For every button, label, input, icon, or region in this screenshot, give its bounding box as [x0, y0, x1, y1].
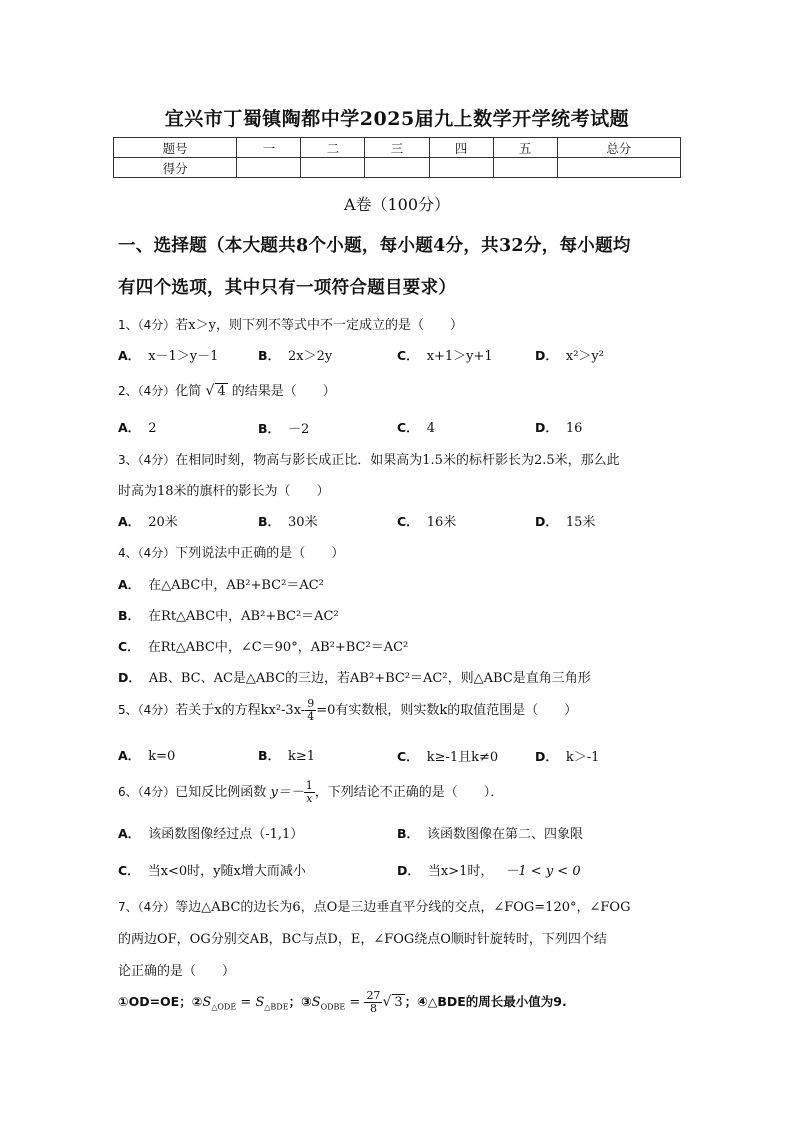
- option-b: B． －2: [258, 421, 310, 437]
- section-heading-line1: 一、选择题（本大题共8个小题，每小题4分，共32分，每小题均: [118, 236, 631, 256]
- score-header-cell: 三: [365, 138, 429, 158]
- question-number: 1、（4分）: [118, 318, 176, 332]
- option-c: C． x+1＞y+1: [397, 348, 493, 364]
- question-stem-post: 的结果是（ ）: [231, 384, 336, 399]
- paper-a-heading: A卷（100分）: [343, 195, 451, 214]
- option-c: C． k≥-1且k≠0: [397, 749, 499, 765]
- option-d: D． AB、BC、AC是△ABC的三边，若AB²+BC²＝AC²，则△ABC是直角三角形: [118, 670, 591, 686]
- option-d: D． k＞-1: [535, 749, 600, 765]
- option-a: A． 20米: [118, 514, 178, 530]
- question-stem-pre: 已知反比例函数: [175, 785, 267, 800]
- question-7: [118, 896, 630, 915]
- option-d: D． 当x>1时， －1 < y < 0: [397, 863, 581, 879]
- question-number: 7、（4分）: [118, 900, 176, 914]
- question-stem-line1: 在相同时刻，物高与影长成正比．如果高为1.5米的标杆影长为2.5米，那么此: [175, 453, 620, 468]
- question-stem-post: ，下列结论不正确的是（ ）．: [314, 785, 504, 800]
- fraction: $\frac{27}{8}$: [366, 989, 381, 1015]
- score-table-score-row: [114, 158, 681, 178]
- score-cell: [429, 158, 493, 178]
- question-stem-post: =0有实数根，则实数k的取值范围是（ ）: [316, 703, 578, 718]
- option-d: D． x²＞y²: [535, 348, 604, 364]
- question-7-line3: 论正确的是（ ）: [118, 964, 236, 979]
- option-a: A． 2: [118, 420, 157, 436]
- question-1: [118, 314, 463, 333]
- option-b: B． 该函数图像在第二、四象限: [397, 826, 584, 842]
- question-stem: 下列说法中正确的是（ ）: [175, 546, 345, 561]
- score-header-cell: 四: [429, 138, 493, 158]
- question-stem-pre: 化简: [175, 384, 202, 399]
- question-5: [118, 698, 577, 723]
- section-heading-line2: 有四个选项，其中只有一项符合题目要求）: [118, 278, 457, 298]
- question-number: 4、（4分）: [118, 546, 176, 560]
- question-3: [118, 449, 620, 468]
- score-cell: [365, 158, 429, 178]
- score-row-label: 得分: [114, 158, 237, 178]
- exam-title: 宜兴市丁蜀镇陶都中学2025届九上数学开学统考试题: [164, 108, 630, 130]
- score-table-header-row: [114, 138, 681, 158]
- option-b: B． 2x＞2y: [258, 348, 333, 364]
- question-number: 5、（4分）: [118, 703, 176, 717]
- score-header-cell: 题号: [114, 138, 237, 158]
- question-number: 3、（4分）: [118, 453, 176, 467]
- option-b: B． k≥1: [258, 748, 316, 764]
- option-a: A． 该函数图像经过点（-1,1）: [118, 826, 304, 842]
- question-stem: 若x＞y，则下列不等式中不一定成立的是（ ）: [175, 318, 463, 333]
- option-d: D． 16: [535, 420, 583, 436]
- radical-sign-icon: √: [205, 383, 215, 399]
- option-a: A． x－1＞y－1: [118, 348, 219, 364]
- question-3-line2: 时高为18米的旗杆的影长为（ ）: [118, 484, 330, 499]
- score-table: [113, 137, 681, 178]
- score-header-cell: 二: [301, 138, 365, 158]
- score-header-cell: 一: [237, 138, 301, 158]
- score-cell: [237, 158, 301, 178]
- option-b: B． 在Rt△ABC中，AB²+BC²＝AC²: [118, 608, 339, 624]
- score-header-cell: 五: [493, 138, 557, 158]
- score-cell: [557, 158, 680, 178]
- option-d: D． 15米: [535, 514, 596, 530]
- option-c: C． 4: [397, 420, 435, 436]
- radical-sign-icon: √: [382, 994, 392, 1010]
- question-2: [118, 380, 336, 399]
- score-cell: [301, 158, 365, 178]
- option-c: C． 在Rt△ABC中，∠C＝90°，AB²+BC²＝AC²: [118, 639, 409, 655]
- inequality: －1 < y < 0: [505, 864, 581, 879]
- fraction: $\frac{1}{x}$: [305, 779, 313, 805]
- question-4: [118, 542, 344, 561]
- radicand: 4: [217, 384, 226, 399]
- question-6: [118, 780, 503, 805]
- option-c: C． 16米: [397, 514, 457, 530]
- function-lhs: y＝－: [270, 785, 304, 800]
- score-header-cell: 总分: [557, 138, 680, 158]
- option-c: C． 当x<0时，y随x增大而减小: [118, 863, 306, 879]
- question-number: 2、（4分）: [118, 384, 176, 398]
- question-stem-pre: 若关于x的方程kx²-3x-: [175, 703, 306, 718]
- option-a: A． k=0: [118, 748, 176, 764]
- option-a: A． 在△ABC中，AB²+BC²＝AC²: [118, 577, 324, 593]
- question-7-conclusions: ①OD=OE；$②S_{\triangle ODE} = S_{\triangle BDE}$；$③S_{ODBE}$ = $\frac{27}{8}$ √ 3 ；④△BDE的周长最小值为9.: [118, 989, 567, 1015]
- fraction: $\frac{9}{4}$: [307, 697, 315, 723]
- question-number: 6、（4分）: [118, 785, 176, 799]
- option-b: B． 30米: [258, 514, 318, 530]
- score-cell: [493, 158, 557, 178]
- question-7-line2: 的两边OF，OG分别交AB，BC与点D，E，∠FOG绕点O顺时针旋转时，下列四个结: [118, 932, 607, 947]
- question-stem-line1: 等边△ABC的边长为6，点O是三边垂直平分线的交点，∠FOG=120°，∠FOG: [175, 900, 631, 915]
